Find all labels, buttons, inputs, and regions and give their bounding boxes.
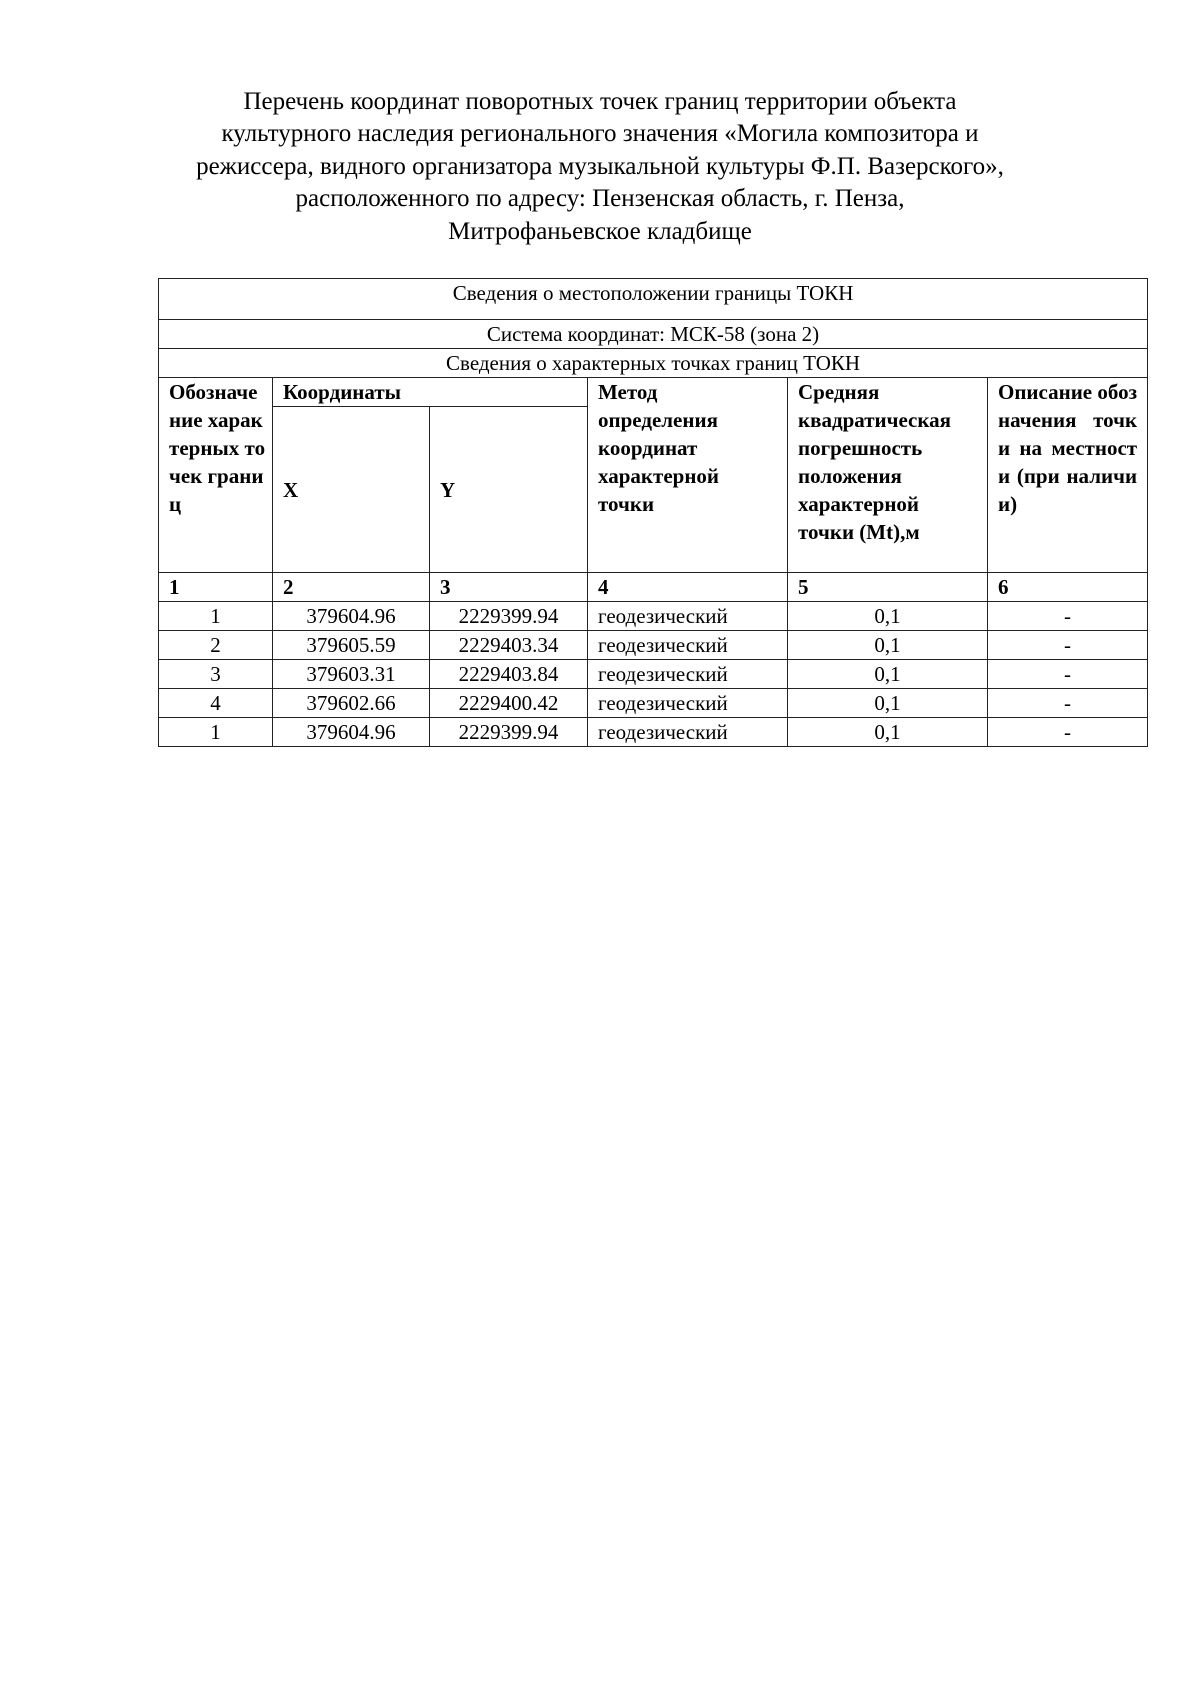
table-row: [159, 602, 1148, 631]
cell-method: геодезический: [588, 602, 788, 631]
cell-point: 2: [159, 631, 273, 660]
location-header: Сведения о местоположении границы ТОКН: [159, 279, 1148, 320]
cell-x: 379605.59: [273, 631, 430, 660]
column-number: 2: [273, 573, 430, 602]
cell-method: геодезический: [588, 718, 788, 747]
points-header: Сведения о характерных точках границ ТОКН: [159, 349, 1148, 378]
cell-y: 2229399.94: [430, 602, 588, 631]
header-error: Средняя квадратическая погрешность положения характерной точки (Mt),м: [788, 378, 988, 573]
header-method: Метод определения координат характерной точки: [588, 378, 788, 573]
cell-point: 4: [159, 689, 273, 718]
table-row: [159, 631, 1148, 660]
header-description: [988, 378, 1148, 573]
coord-system-row: [159, 320, 1148, 349]
header-coordinates: Координаты: [273, 378, 588, 407]
cell-description: -: [988, 631, 1148, 660]
column-number-row: [159, 573, 1148, 602]
table-row: [159, 689, 1148, 718]
column-header-row: [159, 378, 1148, 407]
points-header-row: [159, 349, 1148, 378]
column-number: 6: [988, 573, 1148, 602]
cell-y: 2229403.34: [430, 631, 588, 660]
cell-error: 0,1: [788, 689, 988, 718]
cell-description: -: [988, 689, 1148, 718]
coord-system: Система координат: МСК-58 (зона 2): [159, 320, 1148, 349]
cell-method: геодезический: [588, 689, 788, 718]
coordinates-table: [158, 278, 1148, 747]
title-line: режиссера, видного организатора музыкальной культуры Ф.П. Вазерского»,: [196, 152, 1004, 180]
cell-x: 379602.66: [273, 689, 430, 718]
cell-error: 0,1: [788, 718, 988, 747]
header-description-text: Описание обозначения точки на местности (при наличии): [998, 380, 1138, 516]
header-designation-text: Обозначение характерных точек границ: [169, 380, 266, 516]
header-y: Y: [430, 407, 588, 573]
cell-x: 379603.31: [273, 660, 430, 689]
cell-error: 0,1: [788, 631, 988, 660]
cell-point: 1: [159, 718, 273, 747]
location-header-row: [159, 279, 1148, 320]
cell-error: 0,1: [788, 660, 988, 689]
column-number: 5: [788, 573, 988, 602]
title-line: культурного наследия регионального значения «Могила композитора и: [221, 120, 979, 148]
table-row: [159, 660, 1148, 689]
cell-y: 2229399.94: [430, 718, 588, 747]
title-line: расположенного по адресу: Пензенская область, г. Пенза,: [295, 185, 905, 213]
column-number: 3: [430, 573, 588, 602]
cell-error: 0,1: [788, 602, 988, 631]
table-row: [159, 718, 1148, 747]
cell-method: геодезический: [588, 631, 788, 660]
cell-description: -: [988, 602, 1148, 631]
column-number: 4: [588, 573, 788, 602]
title-line: Перечень координат поворотных точек границ территории объекта: [243, 88, 957, 115]
cell-point: 3: [159, 660, 273, 689]
cell-method: геодезический: [588, 660, 788, 689]
title-line: Митрофаньевское кладбище: [448, 217, 752, 245]
header-x: X: [273, 407, 430, 573]
cell-x: 379604.96: [273, 602, 430, 631]
cell-description: -: [988, 660, 1148, 689]
document-title: [150, 86, 1050, 248]
cell-description: -: [988, 718, 1148, 747]
cell-x: 379604.96: [273, 718, 430, 747]
header-designation: [159, 378, 273, 573]
cell-y: 2229403.84: [430, 660, 588, 689]
cell-y: 2229400.42: [430, 689, 588, 718]
cell-point: 1: [159, 602, 273, 631]
column-number: 1: [159, 573, 273, 602]
